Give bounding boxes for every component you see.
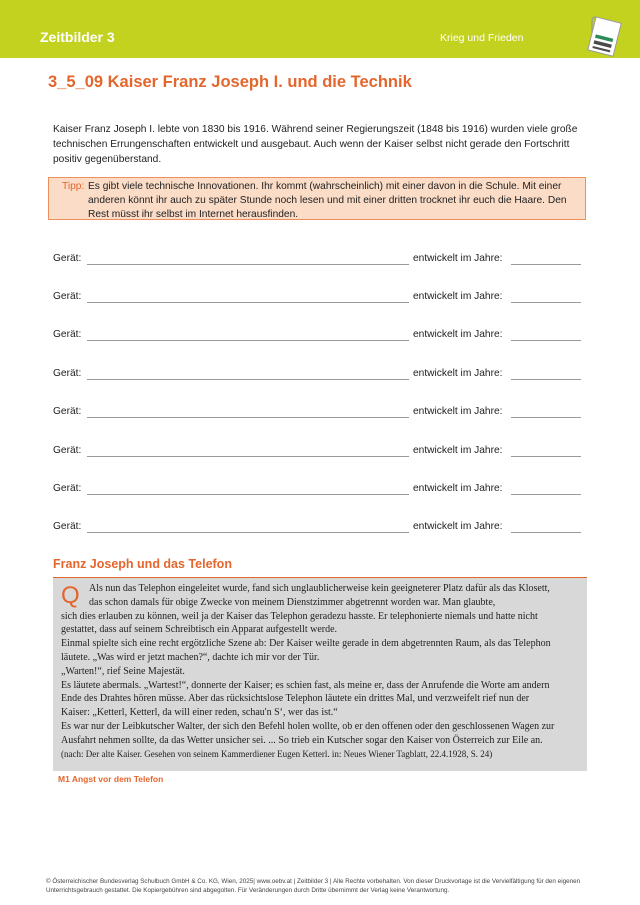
device-label: Gerät: [53,291,82,302]
source-line: Ausfahrt nehmen sollte, da das Wetter unsicher sei. ... So trieb ein Kutscher sogar den Kaiser von Österreich zur Eile an. [61,734,543,746]
answer-row [53,521,583,537]
year-answer-line[interactable] [511,379,581,380]
quote-mark-icon: Q [61,582,80,609]
device-label: Gerät: [53,406,82,417]
device-answer-line[interactable] [87,417,409,418]
device-answer-line[interactable] [87,494,409,495]
source-line: gestattet, dass auf seinem Schreibtisch ein Apparat aufgestellt werde. [61,624,338,636]
year-answer-line[interactable] [511,340,581,341]
tip-box [48,177,586,220]
year-label: entwickelt im Jahre: [413,406,503,417]
answer-row [53,329,583,345]
source-text [61,582,579,761]
year-label: entwickelt im Jahre: [413,521,503,532]
year-label: entwickelt im Jahre: [413,291,503,302]
source-line: Ende des Drahtes hören müsse. Aber das rücksichtslose Telephon läutete ein drittes Mal, und verzweifelt rief nun der [61,693,530,705]
device-answer-line[interactable] [87,456,409,457]
tip-text: Es gibt viele technische Innovationen. Ihr kommt (wahrscheinlich) mit einer davon in die Schule. Mit einer anderen könnt ihr auch zu später Stunde noch lesen und mit einer dritten trocknet ihr euch die Haare. Den Rest müsst ihr selbst im Internet herausfinden. [88,181,567,220]
answer-row [53,253,583,269]
year-label: entwickelt im Jahre: [413,329,503,340]
device-answer-line[interactable] [87,379,409,380]
material-caption: M1 Angst vor dem Telefon [58,774,164,784]
year-answer-line[interactable] [511,494,581,495]
device-answer-line[interactable] [87,532,409,533]
source-box [53,577,587,771]
answer-row [53,291,583,307]
year-answer-line[interactable] [511,264,581,265]
page-header [0,0,640,58]
device-label: Gerät: [53,253,82,264]
source-line: Als nun das Telephon eingeleitet wurde, fand sich unglaublicherweise kein geeigneterer Platz dafür als das Klosett, [89,583,550,594]
source-line: das schon damals für obige Zwecke von meinem Dienstzimmer abgetrennt worden war. Man glaubte, [89,596,496,608]
source-line: Einmal spielte sich eine recht ergötzliche Szene ab: Der Kaiser weilte gerade in dem abgetrennten Raum, als das Telephon [61,638,551,650]
topic-label: Krieg und Frieden [440,32,524,44]
device-label: Gerät: [53,445,82,456]
page-title: 3_5_09 Kaiser Franz Joseph I. und die Technik [48,73,412,91]
year-answer-line[interactable] [511,302,581,303]
year-label: entwickelt im Jahre: [413,483,503,494]
series-title: Zeitbilder 3 [40,29,115,45]
device-answer-line[interactable] [87,302,409,303]
year-label: entwickelt im Jahre: [413,368,503,379]
source-line: Es war nur der Leibkutscher Walter, der sich den Befehl holen wollte, ob er den offenen oder den geschlossenen Wagen zur [61,720,555,732]
source-line: läutete. „Was wird er jetzt machen?“, dachte ich mir vor der Tür. [61,651,320,663]
answer-row [53,483,583,499]
device-answer-line[interactable] [87,340,409,341]
copyright-footer: © Österreichischer Bundesverlag Schulbuch GmbH & Co. KG, Wien, 2025| www.oebv.at | Zeitbilder 3 | Alle Rechte vorbehalten. Von dieser Druckvorlage ist die Vervielfältigung für den eigenen Unterrichtsgebrauch gestattet. Die Kopiergebühren sind abgegolten. Für Veränderungen durch Dritte übernimmt der Verlag keine Verantwortung. [46,878,581,894]
year-answer-line[interactable] [511,417,581,418]
source-line: „Warten!“, rief Seine Majestät. [61,665,185,677]
device-label: Gerät: [53,521,82,532]
year-answer-line[interactable] [511,456,581,457]
device-answer-line[interactable] [87,264,409,265]
answer-row [53,445,583,461]
year-answer-line[interactable] [511,532,581,533]
section-heading: Franz Joseph und das Telefon [53,557,232,571]
intro-text: Kaiser Franz Joseph I. lebte von 1830 bis 1916. Während seiner Regierungszeit (1848 bis 1916) wurden viele große technischen Errungenschaften entwickelt und ausgebaut. Auch wenn der Kaiser selbst nicht gerade den Fortschritt positiv gegenüberstand. [53,124,578,165]
worksheet-icon [586,14,626,64]
answer-row [53,406,583,422]
year-label: entwickelt im Jahre: [413,253,503,264]
tip-label: Tipp: [62,181,85,192]
device-label: Gerät: [53,483,82,494]
device-label: Gerät: [53,368,82,379]
year-label: entwickelt im Jahre: [413,445,503,456]
device-label: Gerät: [53,329,82,340]
answer-row [53,368,583,384]
source-citation: (nach: Der alte Kaiser. Gesehen von seinem Kammerdiener Eugen Ketterl. in: Neues Wiener Tagblatt, 22.4.1928, S. 24) [61,748,493,759]
source-line: Kaiser: „Ketterl, Ketterl, da will einer reden, schau'n S‘, wer das ist.“ [61,707,338,719]
source-line: sich dies erlauben zu können, weil ja der Kaiser das Telephon geradezu hasste. Er telephonierte niemals und hatte nicht [61,610,538,622]
source-line: Es läutete abermals. „Wartest!“, donnerte der Kaiser; es schien fast, als meine er, dass der Anrufende die Worte am andern [61,679,550,691]
